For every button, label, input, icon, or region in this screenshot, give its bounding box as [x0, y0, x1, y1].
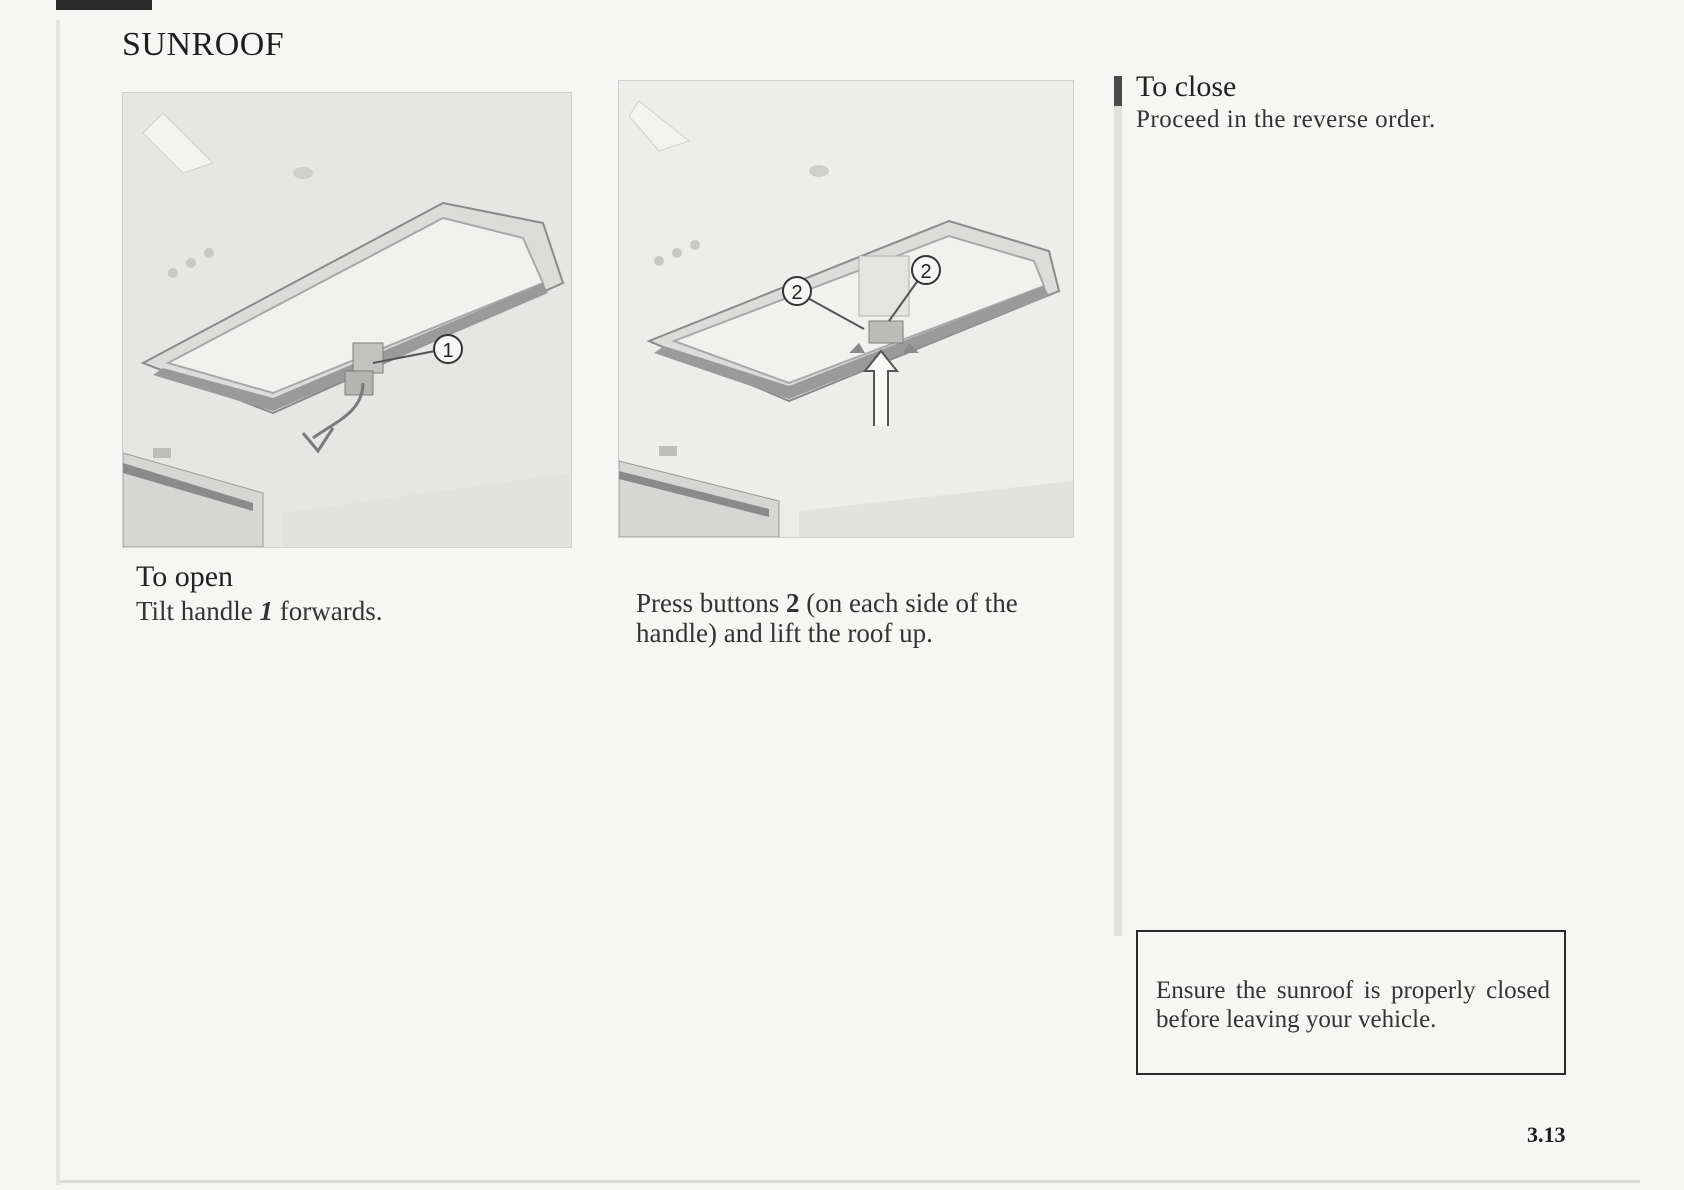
- figure-open-handle: [122, 92, 572, 548]
- page-bottom-edge: [60, 1180, 1640, 1183]
- to-close-heading: To close: [1136, 70, 1237, 103]
- warning-text: Ensure the sunroof is properly closed before leaving your vehicle.: [1156, 977, 1550, 1033]
- press-text-before: Press buttons: [636, 588, 787, 618]
- callout-2-left-label: 2: [791, 282, 803, 304]
- press-text-after: (on each side of the handle) and lift the roof up.: [636, 588, 1018, 648]
- buttons-number: 2: [786, 588, 800, 618]
- sunroof-buttons-illustration-icon: [619, 81, 1073, 537]
- to-open-text-after: forwards.: [273, 596, 383, 626]
- figure-press-buttons: [618, 80, 1074, 538]
- callout-2-right-label: 2: [920, 261, 932, 283]
- page-title: SUNROOF: [122, 26, 285, 63]
- column-rule: [1114, 76, 1122, 936]
- sunroof-handle-illustration-icon: [123, 93, 571, 547]
- press-buttons-instruction: [636, 588, 1076, 648]
- to-open-heading: To open: [136, 560, 234, 593]
- to-close-instruction: Proceed in the reverse order.: [1136, 106, 1436, 133]
- column-rule-marker: [1114, 76, 1122, 106]
- to-open-text-before: Tilt handle: [136, 596, 260, 626]
- page-binding-edge: [56, 20, 60, 1185]
- callout-1-label: 1: [442, 340, 454, 362]
- handle-number: 1: [259, 596, 274, 626]
- corner-mark: [56, 0, 152, 10]
- warning-box: [1136, 930, 1566, 1075]
- page-number: 3.13: [1527, 1122, 1566, 1147]
- to-open-instruction: [136, 596, 383, 627]
